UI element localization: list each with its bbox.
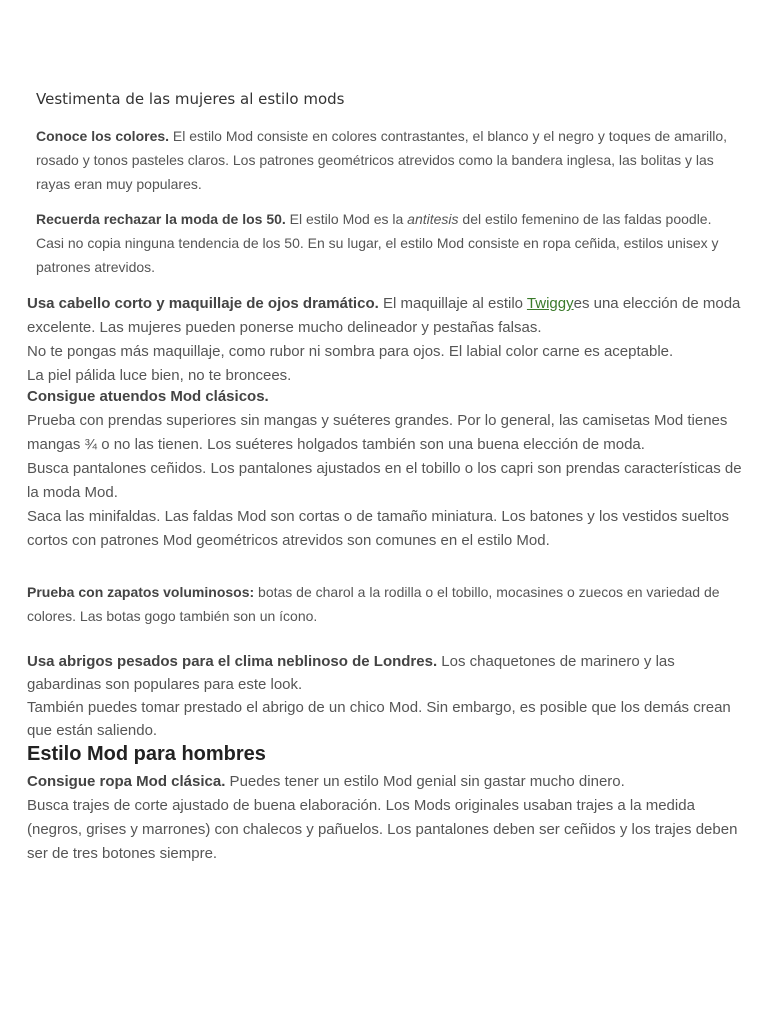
men-heading: Estilo Mod para hombres bbox=[27, 743, 266, 765]
shoes-bold: Prueba con zapatos voluminosos: bbox=[27, 584, 255, 600]
men-clothes-line-1 bbox=[27, 770, 745, 794]
outfits-item-skirts: Saca las minifaldas. Las faldas Mod son cortas o de tamaño miniatura. Los batones y los vestidos sueltos cortos con patrones Mod geométricos atrevidos son comunes en el estilo Mod. bbox=[27, 508, 730, 549]
hair-line-3: La piel pálida luce bien, no te broncees. bbox=[27, 367, 292, 384]
coats-paragraph bbox=[27, 650, 745, 742]
hair-line-2: No te pongas más maquillaje, como rubor ni sombra para ojos. El labial color carne es aceptable. bbox=[27, 343, 674, 360]
fifties-text-before: El estilo Mod es la bbox=[285, 211, 408, 227]
page-title: Vestimenta de las mujeres al estilo mods bbox=[36, 90, 345, 108]
outfits-bold: Consigue atuendos Mod clásicos. bbox=[27, 388, 269, 405]
outfits-item-pants: Busca pantalones ceñidos. Los pantalones ajustados en el tobillo o los capri son prendas características de la moda Mod. bbox=[27, 460, 742, 501]
coats-line-2: También puedes tomar prestado el abrigo de un chico Mod. Sin embargo, es posible que los demás crean que están saliendo. bbox=[27, 699, 731, 739]
fifties-italic: antitesis bbox=[407, 211, 459, 227]
colors-paragraph bbox=[36, 124, 742, 196]
fifties-paragraph bbox=[36, 207, 742, 279]
coats-text: Los chaquetones de marinero y las gabardinas son populares para este look. bbox=[27, 653, 675, 693]
men-clothes-paragraph bbox=[27, 770, 745, 866]
coats-line-1 bbox=[27, 650, 745, 696]
twiggy-link[interactable]: Twiggy bbox=[526, 295, 574, 312]
colors-text: El estilo Mod consiste en colores contrastantes, el blanco y el negro y toques de amarillo, rosado y tonos pasteles claros. Los patrones geométricos atrevidos como la bandera inglesa, las bolitas y las rayas eran muy populares. bbox=[36, 128, 728, 192]
fifties-bold: Recuerda rechazar la moda de los 50. bbox=[36, 211, 286, 227]
outfits-item-tops: Prueba con prendas superiores sin mangas y suéteres grandes. Por lo general, las camisetas Mod tienes mangas ¾ o no las tienen. Los suéteres holgados también son una buena elección de moda. bbox=[27, 412, 728, 453]
hair-bold: Usa cabello corto y maquillaje de ojos dramático. bbox=[27, 295, 379, 312]
colors-bold: Conoce los colores. bbox=[36, 128, 170, 144]
men-clothes-text: Puedes tener un estilo Mod genial sin gastar mucho dinero. bbox=[225, 773, 625, 790]
hair-paragraph bbox=[27, 292, 745, 388]
hair-text-after: es una elección de moda excelente. Las mujeres pueden ponerse mucho delineador y pestañas falsas. bbox=[27, 295, 741, 336]
outfits-paragraph bbox=[27, 385, 745, 553]
men-clothes-bold: Consigue ropa Mod clásica. bbox=[27, 773, 226, 790]
shoes-paragraph bbox=[27, 580, 745, 628]
men-clothes-line-2: Busca trajes de corte ajustado de buena elaboración. Los Mods originales usaban trajes a la medida (negros, grises y marrones) con chalecos y pañuelos. Los pantalones deben ser ceñidos y los trajes deben ser de tres botones siempre. bbox=[27, 797, 738, 862]
coats-bold: Usa abrigos pesados para el clima neblinoso de Londres. bbox=[27, 653, 438, 670]
fifties-text-after: del estilo femenino de las faldas poodle. Casi no copia ninguna tendencia de los 50. En su lugar, el estilo Mod consiste en ropa ceñida, estilos unisex y patrones atrevidos. bbox=[36, 211, 719, 275]
hair-line-1 bbox=[27, 292, 745, 340]
shoes-text: botas de charol a la rodilla o el tobillo, mocasines o zuecos en variedad de colores. Las botas gogo también son un ícono. bbox=[27, 584, 720, 624]
hair-text-before: El maquillaje al estilo bbox=[378, 295, 527, 312]
